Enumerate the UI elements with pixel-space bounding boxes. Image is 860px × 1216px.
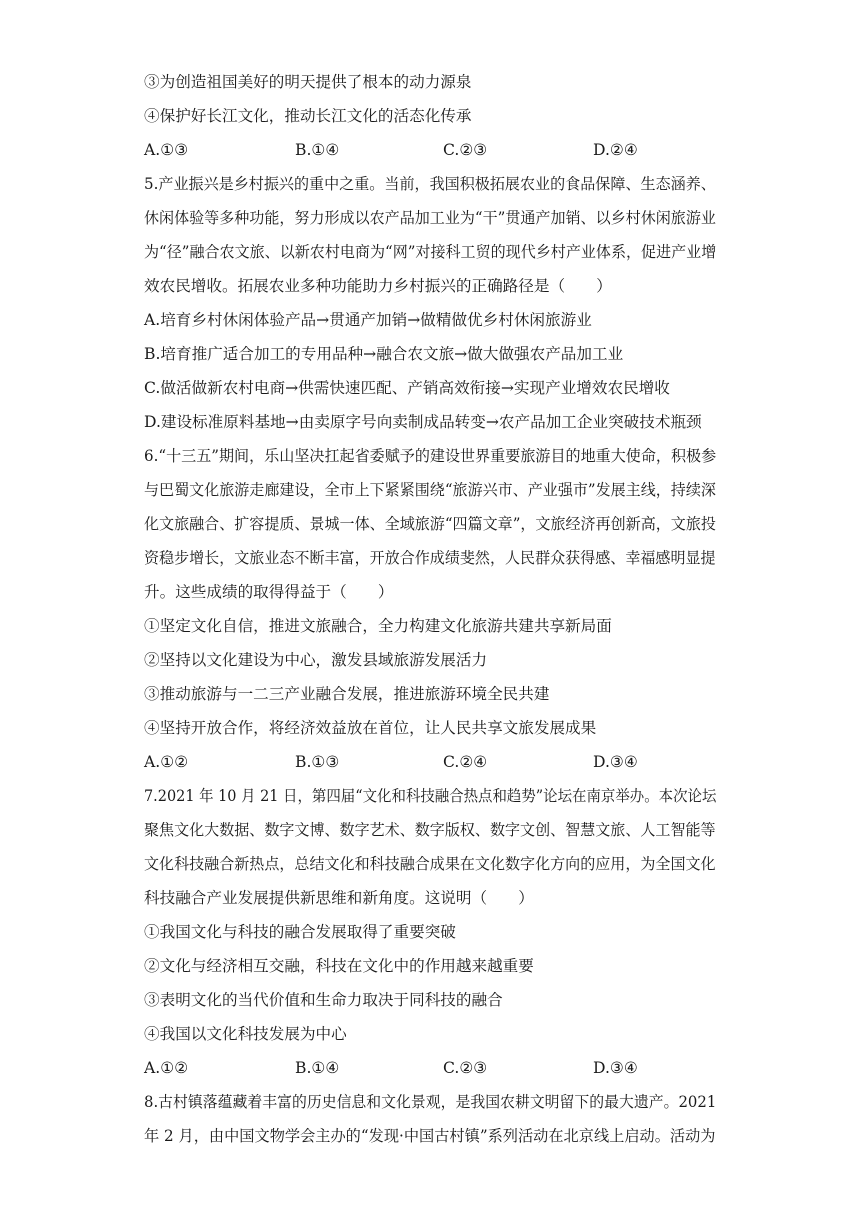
q7-statement-3: ③表明文化的当代价值和生命力取决于同科技的融合 [144, 991, 503, 1009]
q8-stem-line: 8.古村镇落蕴藏着丰富的历史信息和文化景观，是我国农耕文明留下的最大遗产。2021 [144, 1093, 717, 1111]
q6-statement-3: ③推动旅游与一二三产业融合发展，推进旅游环境全民共建 [144, 685, 550, 703]
q6-statement-2: ②坚持以文化建设为中心，激发县域旅游发展活力 [144, 651, 488, 669]
q6-stem-line: 资稳步增长，文旅业态不断丰富，开放合作成绩斐然，人民群众获得感、幸福感明显提 [144, 549, 716, 567]
q4-option-c: C.②③ [443, 141, 488, 159]
q5-choice-a: A.培育乡村休闲体验产品→贯通产加销→做精做优乡村休闲旅游业 [144, 311, 592, 329]
q6-option-b: B.①③ [295, 753, 340, 771]
q4-option-a: A.①③ [144, 141, 189, 159]
q4-statement-3: ③为创造祖国美好的明天提供了根本的动力源泉 [144, 73, 472, 91]
q7-option-d: D.③④ [593, 1059, 638, 1077]
q5-stem-line: 5.产业振兴是乡村振兴的重中之重。当前，我国积极拓展农业的食品保障、生态涵养、 [144, 175, 716, 193]
q4-option-d: D.②④ [593, 141, 638, 159]
q7-option-c: C.②③ [443, 1059, 488, 1077]
q6-stem-line: 升。这些成绩的取得得益于（ ） [144, 583, 394, 601]
q6-stem-line: 与巴蜀文化旅游走廊建设，全市上下紧紧围绕“旅游兴市、产业强市”发展主线，持续深 [144, 481, 716, 499]
q6-statement-1: ①坚定文化自信，推进文旅融合，全力构建文化旅游共建共享新局面 [144, 617, 612, 635]
q7-stem-line: 聚焦文化大数据、数字文博、数字艺术、数字版权、数字文创、智慧文旅、人工智能等 [144, 821, 716, 839]
q5-choice-b: B.培育推广适合加工的专用品种→融合农文旅→做大做强农产品加工业 [144, 345, 624, 363]
q7-statement-1: ①我国文化与科技的融合发展取得了重要突破 [144, 923, 456, 941]
q6-option-c: C.②④ [443, 753, 488, 771]
q6-stem-line: 化文旅融合、扩容提质、景城一体、全域旅游“四篇文章”，文旅经济再创新高，文旅投 [144, 515, 716, 533]
q6-stem-line: 6.“十三五”期间，乐山坚决扛起省委赋予的建设世界重要旅游目的地重大使命，积极参 [144, 447, 717, 465]
q6-option-a: A.①② [144, 753, 189, 771]
q5-choice-d: D.建设标准原料基地→由卖原字号向卖制成品转变→农产品加工企业突破技术瓶颈 [144, 413, 702, 431]
q7-option-a: A.①② [144, 1059, 189, 1077]
q4-option-b: B.①④ [295, 141, 340, 159]
q7-statement-2: ②文化与经济相互交融，科技在文化中的作用越来越重要 [144, 957, 534, 975]
q7-option-b: B.①④ [295, 1059, 340, 1077]
q7-stem-line: 科技融合产业发展提供新思维和新角度。这说明（ ） [144, 889, 534, 907]
q4-statement-4: ④保护好长江文化，推动长江文化的活态化传承 [144, 107, 472, 125]
q7-stem-line: 7.2021 年 10 月 21 日，第四届“文化和科技融合热点和趋势”论坛在南京举办。本次论坛 [144, 787, 717, 805]
q5-choice-c: C.做活做新农村电商→供需快速匹配、产销高效衔接→实现产业增效农民增收 [144, 379, 670, 397]
q7-statement-4: ④我国以文化科技发展为中心 [144, 1025, 347, 1043]
q5-stem-line: 效农民增收。拓展农业多种功能助力乡村振兴的正确路径是（ ） [144, 277, 612, 295]
q8-stem-line: 年 2 月，由中国文物学会主办的“发现·中国古村镇”系列活动在北京线上启动。活动为 [144, 1127, 716, 1145]
q7-stem-line: 文化科技融合新热点，总结文化和科技融合成果在文化数字化方向的应用，为全国文化 [144, 855, 716, 873]
q5-stem-line: 休闲体验等多种功能，努力形成以农产品加工业为“干”贯通产加销、以乡村休闲旅游业 [144, 209, 716, 227]
q6-option-d: D.③④ [593, 753, 638, 771]
q6-statement-4: ④坚持开放合作，将经济效益放在首位，让人民共享文旅发展成果 [144, 719, 597, 737]
q5-stem-line: 为“径”融合农文旅、以新农村电商为“网”对接科工贸的现代乡村产业体系，促进产业增 [144, 243, 717, 261]
